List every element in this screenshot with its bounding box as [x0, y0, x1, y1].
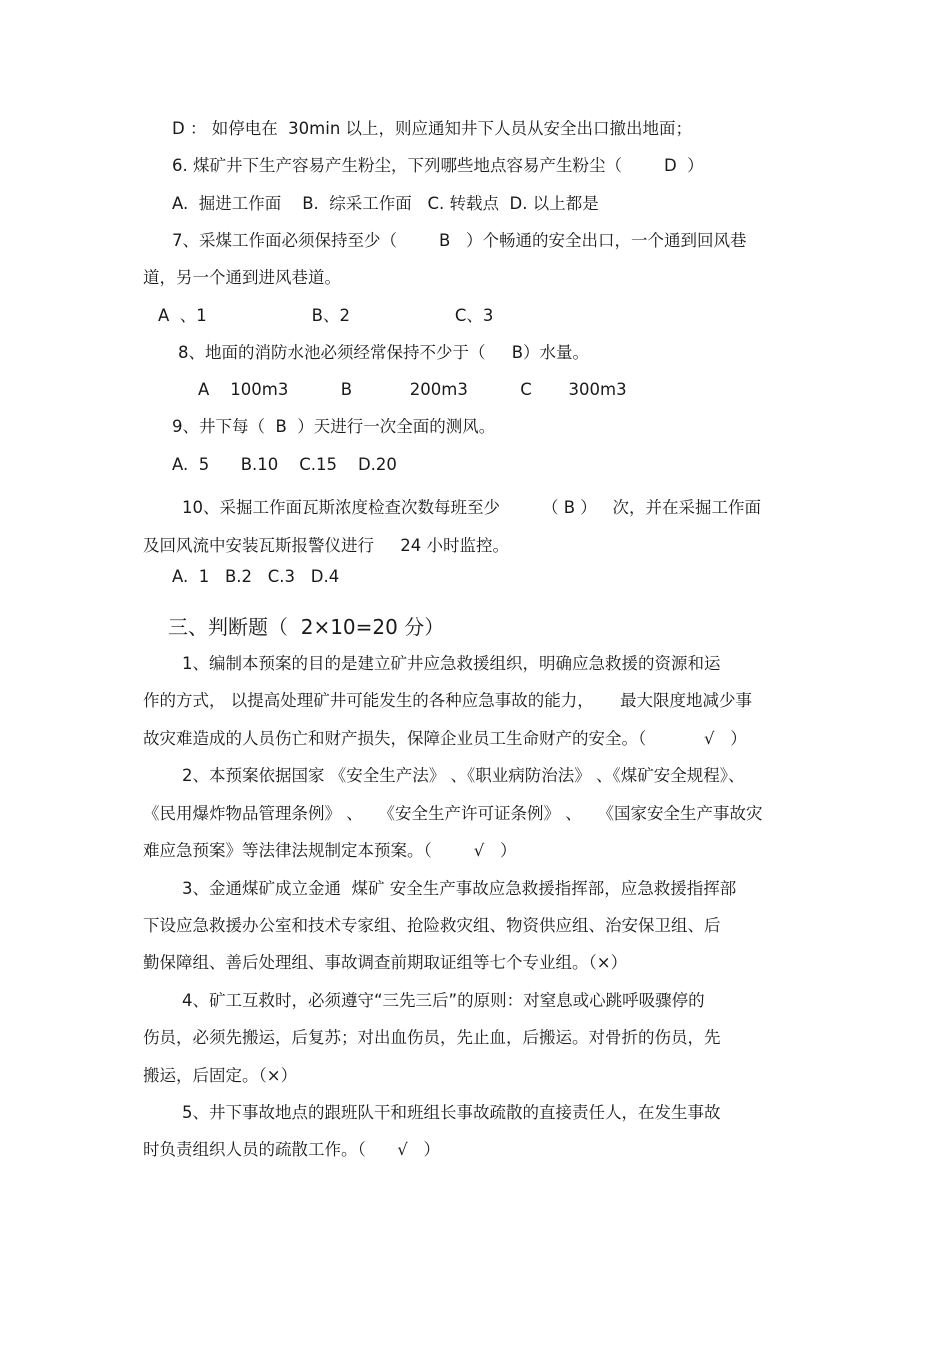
question-6: 6. 煤矿井下生产容易产生粉尘，下列哪些地点容易产生粉尘（ D ） [172, 156, 704, 175]
judgement-1-line-2: 作的方式， 以提高处理矿井可能发生的各种应急事故的能力， 最大限度地减少事 [143, 691, 752, 710]
question-8-options: A 100m3 B 200m3 C 300m3 [198, 380, 627, 399]
question-10-line-2: 及回风流中安装瓦斯报警仪进行 24 小时监控。 [143, 536, 509, 555]
judgement-3-line-3: 勤保障组、善后处理组、事故调查前期取证组等七个专业组。（×） [143, 953, 628, 972]
judgement-3-line-2: 下设应急救援办公室和技术专家组、抢险救灾组、物资供应组、治安保卫组、后 [143, 916, 721, 935]
question-7-options: A 、1 B、2 C、3 [158, 306, 494, 325]
question-6-options: A. 掘进工作面 B. 综采工作面 C. 转载点 D. 以上都是 [172, 194, 599, 213]
section-heading: 三、判断题（ 2×10=20 分） [168, 615, 445, 639]
judgement-5-line-2: 时负责组织人员的疏散工作。（ √ ） [143, 1140, 440, 1159]
question-7-line-2: 道，另一个通到进风巷道。 [143, 268, 341, 287]
judgement-1-line-1: 1、编制本预案的目的是建立矿井应急救援组织，明确应急救援的资源和运 [182, 654, 721, 673]
question-9: 9、井下每（ B ）天进行一次全面的测风。 [172, 417, 496, 436]
question-8: 8、地面的消防水池必须经常保持不少于（ B）水量。 [178, 343, 590, 362]
judgement-4-line-3: 搬运，后固定。（×） [143, 1066, 298, 1085]
judgement-2-line-2: 《民用爆炸物品管理条例》 、 《安全生产许可证条例》 、 《国家安全生产事故灾 [143, 804, 763, 823]
question-9-options: A. 5 B.10 C.15 D.20 [172, 455, 397, 474]
question-5-option-d: D ： 如停电在 30min 以上，则应通知井下人员从安全出口撤出地面； [172, 119, 693, 138]
question-10-line-1: 10、采掘工作面瓦斯浓度检查次数每班至少 （ B ） 次，并在采掘工作面 [182, 498, 761, 517]
question-7-line-1: 7、采煤工作面必须保持至少（ B ）个畅通的安全出口，一个通到回风巷 [172, 231, 747, 250]
question-10-options: A. 1 B.2 C.3 D.4 [172, 567, 340, 586]
judgement-3-line-1: 3、金通煤矿成立金通 煤矿 安全生产事故应急救援指挥部，应急救援指挥部 [182, 879, 737, 898]
judgement-2-line-3: 难应急预案》等法律法规制定本预案。（ √ ） [143, 841, 517, 860]
judgement-2-line-1: 2、本预案依据国家 《安全生产法》 、《职业病防治法》 、《煤矿安全规程》、 [182, 766, 745, 785]
judgement-1-line-3: 故灾难造成的人员伤亡和财产损失，保障企业员工生命财产的安全。（ √ ） [143, 729, 747, 748]
judgement-5-line-1: 5、井下事故地点的跟班队干和班组长事故疏散的直接责任人，在发生事故 [182, 1103, 721, 1122]
judgement-4-line-2: 伤员，必须先搬运，后复苏；对出血伤员，先止血，后搬运。对骨折的伤员，先 [143, 1028, 721, 1047]
judgement-4-line-1: 4、矿工互救时，必须遵守“三先三后”的原则：对窒息或心跳呼吸骤停的 [182, 991, 705, 1010]
